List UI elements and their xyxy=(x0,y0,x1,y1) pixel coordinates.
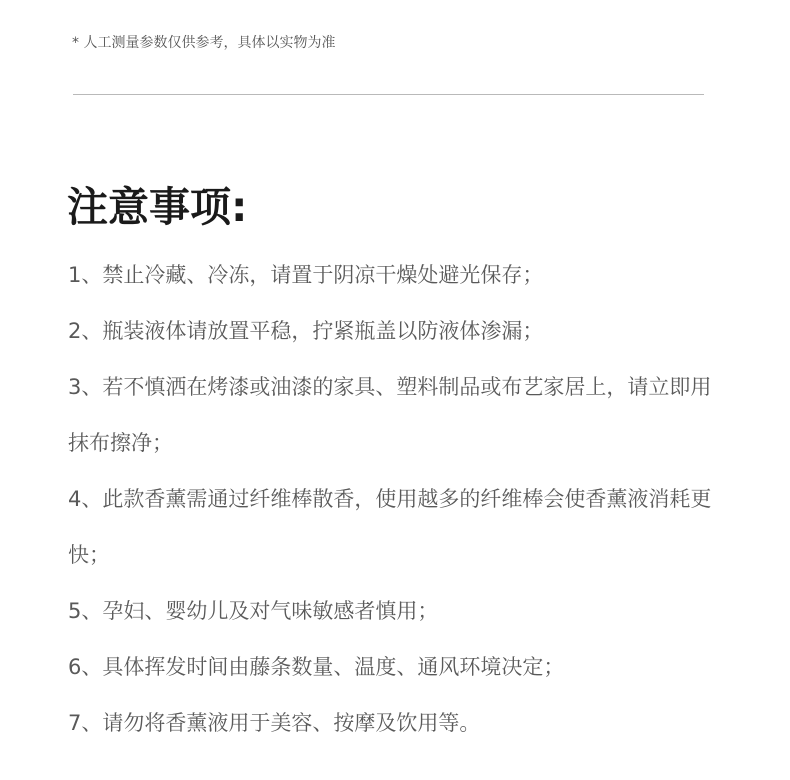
note-item: 2、瓶装液体请放置平稳，拧紧瓶盖以防液体渗漏； xyxy=(68,319,544,343)
notes-list xyxy=(68,247,718,751)
note-item: 1、禁止冷藏、冷冻，请置于阴凉干燥处避光保存； xyxy=(68,263,544,287)
note-item: 3、若不慎洒在烤漆或油漆的家具、塑料制品或布艺家居上，请立即用抹布擦净； xyxy=(68,375,712,455)
section-divider xyxy=(73,94,704,95)
note-item: 5、孕妇、婴幼儿及对气味敏感者慎用； xyxy=(68,599,439,623)
measurement-disclaimer: * 人工测量参数仅供参考，具体以实物为准 xyxy=(72,35,336,51)
note-item: 4、此款香薰需通过纤维棒散香，使用越多的纤维棒会使香薰液消耗更快； xyxy=(68,487,712,567)
note-item: 7、请勿将香薰液用于美容、按摩及饮用等。 xyxy=(68,711,481,735)
note-item: 6、具体挥发时间由藤条数量、温度、通风环境决定； xyxy=(68,655,565,679)
section-title: 注意事项: xyxy=(67,183,248,231)
